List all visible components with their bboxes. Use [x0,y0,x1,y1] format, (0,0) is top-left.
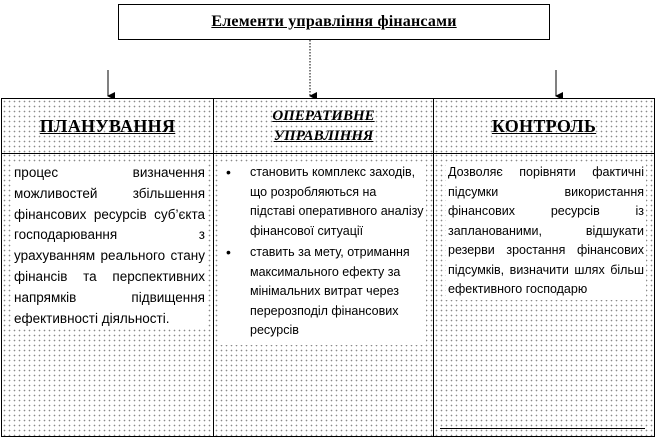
planning-heading: ПЛАНУВАННЯ [39,115,176,136]
planning-text: процес визначення можливостей збільшення фінансових ресурсів суб’єкта господарювання з урахуванням реального стану фінансів та перспективних напрямків підвищення ефективності діяльності. [12,163,207,329]
operative-body [214,153,433,436]
control-body [434,153,654,436]
bottom-rule [440,428,645,429]
header-divider [1,153,655,154]
operative-bullet-2 [220,243,424,341]
operative-bullet-list [220,163,424,341]
column-divider-1 [213,98,214,437]
operative-text [220,163,426,345]
control-text: Дозволяє порівняти фактичні підсумки використання фінансових ресурсів із запланованими, відшукати резерви зростання фінансових підсумків, визначити шлях більш ефективного господарю [446,163,646,300]
control-heading: КОНТРОЛЬ [491,115,597,136]
operative-heading [272,106,374,146]
planning-header [2,99,213,153]
bullet-icon: • [226,244,231,260]
bullet-icon: • [226,164,231,180]
operative-bullet-1 [220,163,424,241]
operative-bullet-2-text: ставить за мету, отримання максимального ефекту за мінімальних витрат через перерозподіл фінансових ресурсів [250,245,410,337]
operative-heading-line2: УПРАВЛІННЯ [273,128,374,144]
column-divider-2 [433,98,434,437]
operative-bullet-1-text: становить комплекс заходів, що розробляються на підставі оперативного аналізу фінансової ситуації [250,165,424,238]
diagram-title: Елементи управління фінансами [211,13,457,30]
control-header [434,99,654,153]
operative-heading-line1: ОПЕРАТИВНЕ [272,108,375,124]
planning-body [2,153,213,436]
operative-header [214,99,433,153]
connector-arrows [0,0,658,100]
